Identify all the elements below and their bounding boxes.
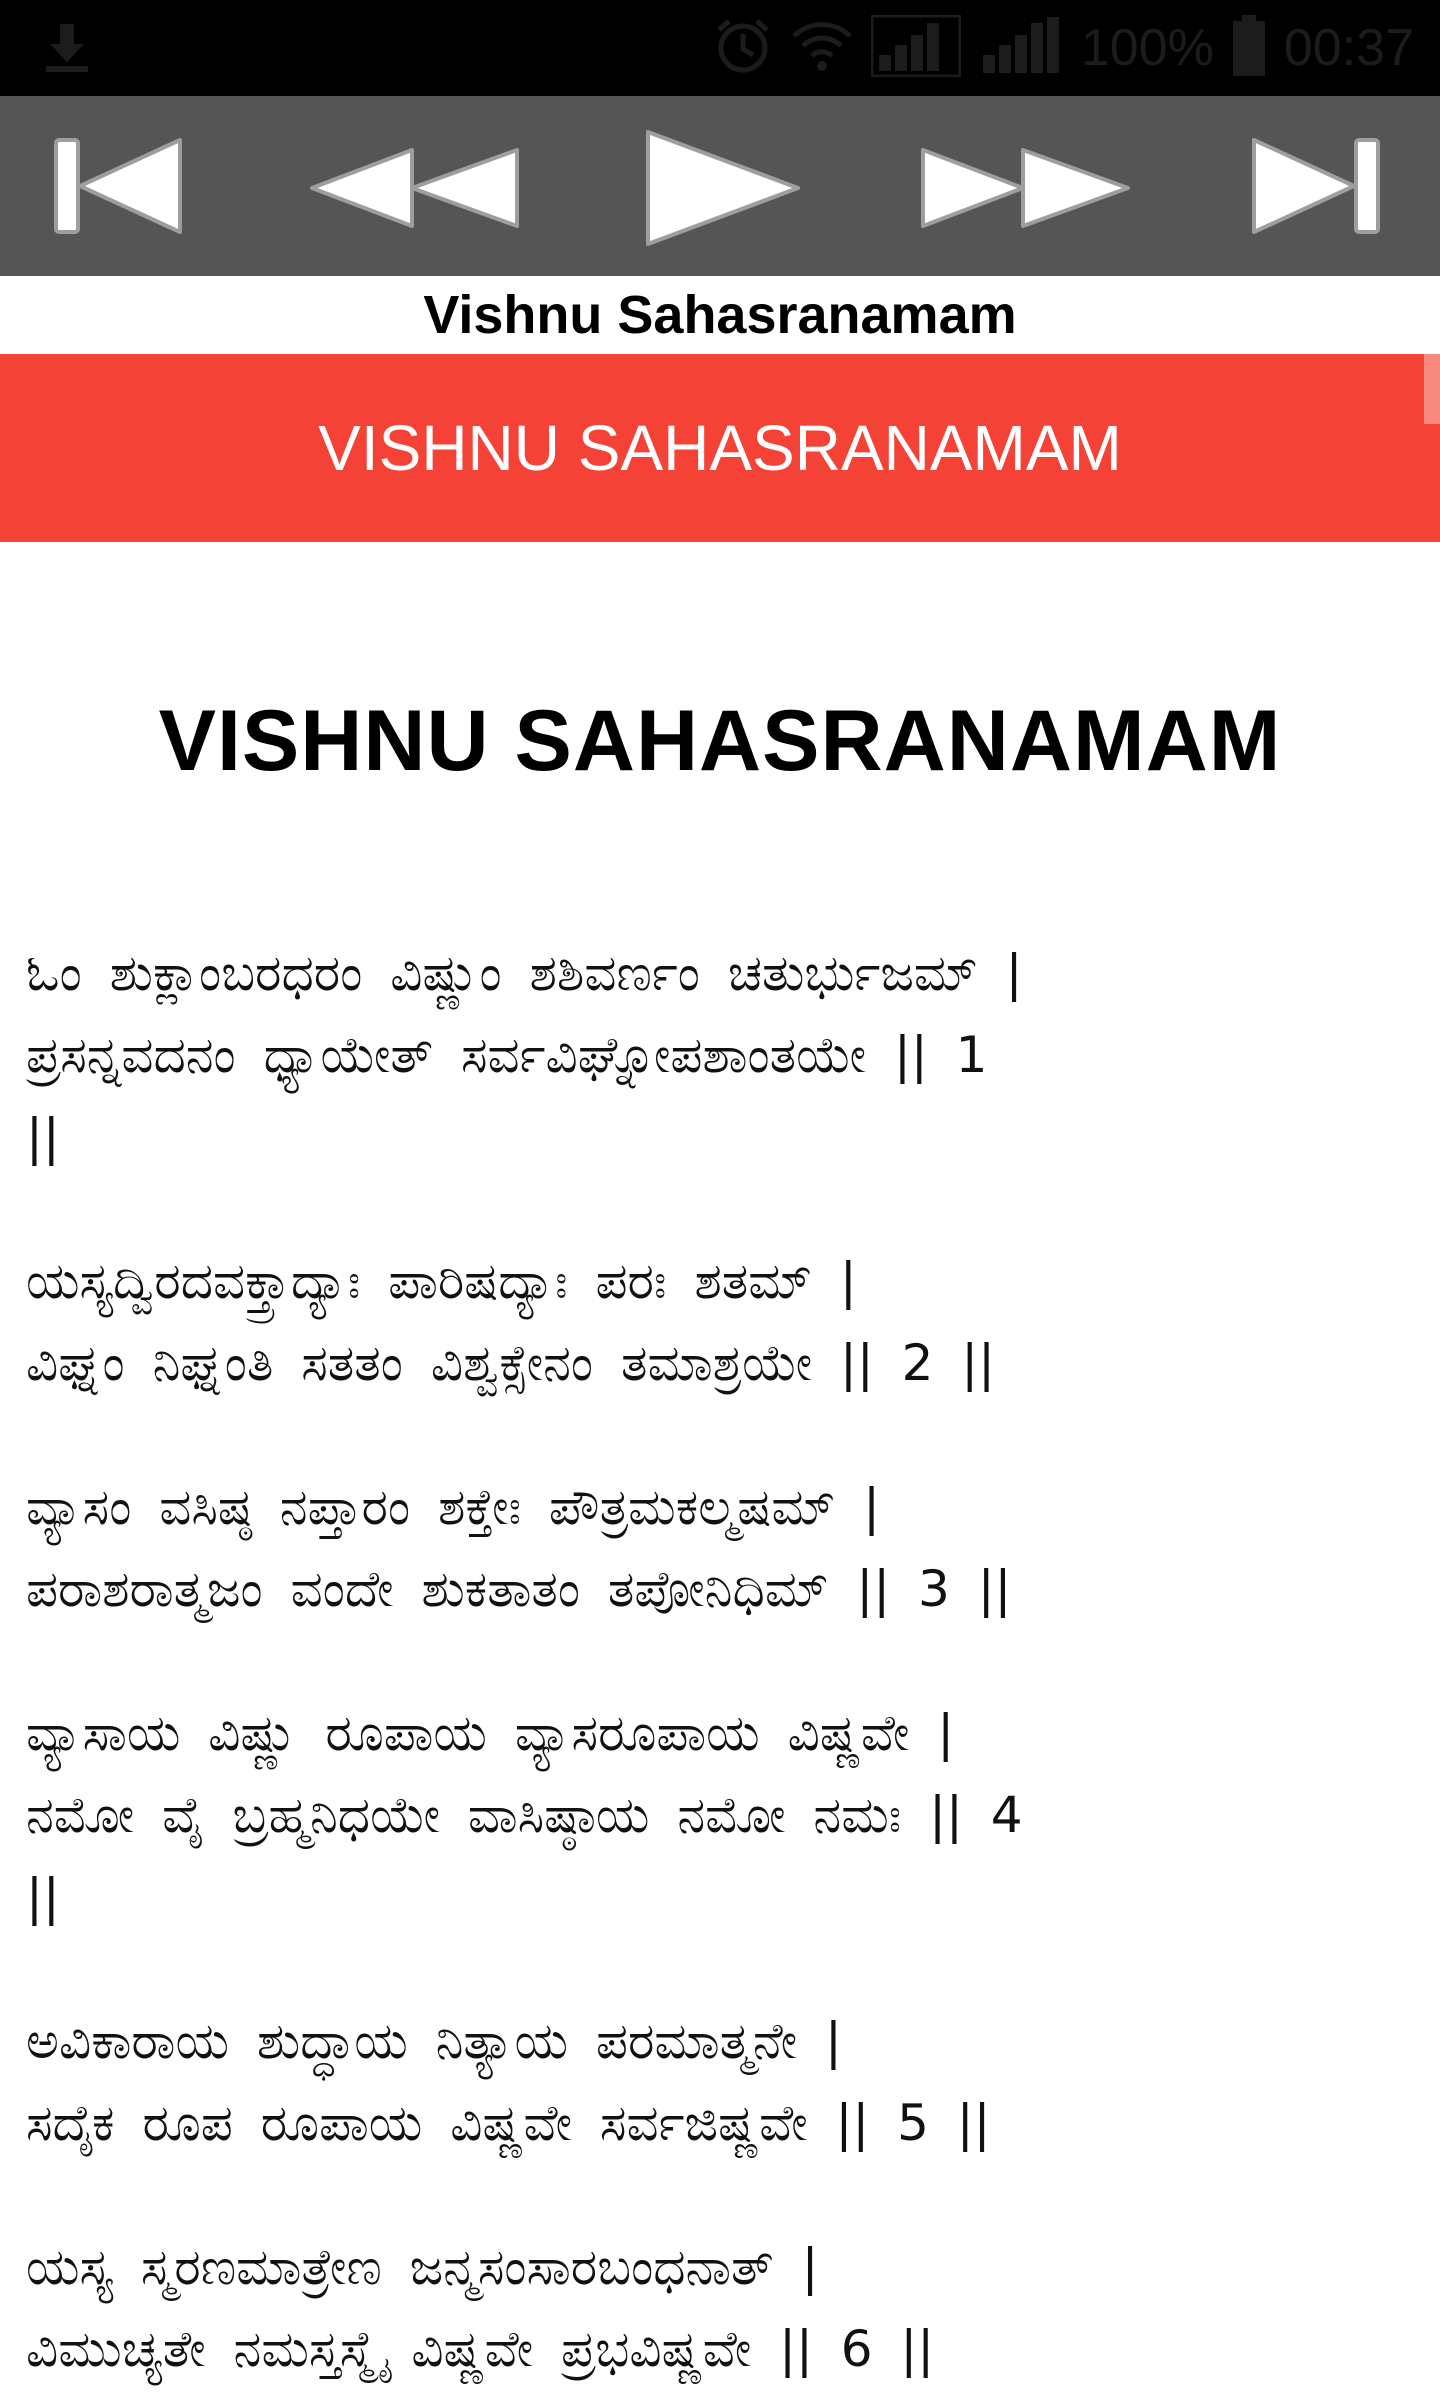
scrollbar-thumb[interactable]: [1424, 354, 1440, 424]
verse-line: ||: [26, 1108, 60, 1166]
verse-line: ||: [26, 1868, 60, 1926]
verse-line: ಯಸ್ಯದ್ವಿರದವಕ್ತ್ರಾದ್ಯಾಃ ಪಾರಿಷದ್ಯಾಃ ಪರಃ ಶತಮ್ |: [26, 1252, 857, 1310]
verse-4: [26, 1692, 1396, 1938]
fast-forward-icon: [908, 126, 1138, 246]
verse-line: ಸದೈಕ ರೂಪ ರೂಪಾಯ ವಿಷ್ಣವೇ ಸರ್ವಜಿಷ್ಣವೇ || 5 ||: [26, 2094, 991, 2152]
wifi-icon: [791, 20, 853, 76]
battery-icon: [1232, 15, 1266, 81]
clock: 00:37: [1283, 19, 1414, 77]
verse-line: ವಿಘ್ನಂ ನಿಘ್ನಂತಿ ಸತತಂ ವಿಶ್ವಕ್ಸೇನಂ ತಮಾಶ್ರಯೇ || 2 ||: [26, 1334, 995, 1392]
media-toolbar: [0, 96, 1440, 276]
verse-line: ನಮೋ ವೈ ಬ್ರಹ್ಮನಿಧಯೇ ವಾಸಿಷ್ಠಾಯ ನಮೋ ನಮಃ || 4: [26, 1786, 1023, 1844]
verse-content[interactable]: [0, 542, 1440, 2392]
play-button[interactable]: [628, 126, 808, 246]
rewind-icon: [302, 126, 532, 246]
verse-3: [26, 1466, 1396, 1630]
section-banner: [0, 354, 1440, 542]
verse-line: ಓಂ ಶುಕ್ಲಾಂಬರಧರಂ ವಿಷ್ಣುಂ ಶಶಿವರ್ಣಂ ಚತುರ್ಭುಜಮ್ |: [26, 944, 1023, 1002]
verse-line: ವಿಮುಚ್ಯತೇ ನಮಸ್ತಸ್ಮೈ ವಿಷ್ಣವೇ ಪ್ರಭವಿಷ್ಣವೇ || 6 ||: [26, 2320, 935, 2378]
play-icon: [628, 126, 808, 246]
rewind-button[interactable]: [302, 126, 532, 246]
document-heading: VISHNU SAHASRANAMAM: [158, 693, 1282, 789]
battery-percent: 100%: [1080, 19, 1214, 77]
signal-icon: [871, 15, 961, 81]
fast-forward-button[interactable]: [908, 126, 1138, 246]
download-icon: [42, 22, 92, 78]
skip-next-button[interactable]: [1240, 126, 1400, 246]
verse-line: ಅವಿಕಾರಾಯ ಶುದ್ಧಾಯ ನಿತ್ಯಾಯ ಪರಮಾತ್ಮನೇ |: [26, 2012, 842, 2070]
verse-line: ಪ್ರಸನ್ನವದನಂ ಧ್ಯಾಯೇತ್ ಸರ್ವವಿಘ್ನೋಪಶಾಂತಯೇ || 1: [26, 1026, 988, 1084]
verse-line: ಪರಾಶರಾತ್ಮಜಂ ವಂದೇ ಶುಕತಾತಂ ತಪೋನಿಧಿಮ್ || 3 ||: [26, 1560, 1012, 1618]
verse-line: ಯಸ್ಯ ಸ್ಮರಣಮಾತ್ರೇಣ ಜನ್ಮಸಂಸಾರಬಂಧನಾತ್ |: [26, 2238, 819, 2296]
verse-1: [26, 932, 1396, 1178]
signal-icon: [979, 15, 1063, 81]
status-bar: [0, 0, 1440, 96]
banner-title: VISHNU SAHASRANAMAM: [318, 412, 1122, 484]
verse-6: [26, 2226, 1396, 2390]
verse-list: [26, 932, 1396, 2392]
verse-line: ವ್ಯಾಸಂ ವಸಿಷ್ಠ ನಪ್ತಾರಂ ಶಕ್ತೇಃ ಪೌತ್ರಮಕಲ್ಮಷಮ್ |: [26, 1478, 880, 1536]
skip-previous-icon: [40, 126, 200, 246]
alarm-icon: [713, 16, 773, 80]
skip-previous-button[interactable]: [40, 126, 200, 246]
verse-line: ವ್ಯಾಸಾಯ ವಿಷ್ಣು ರೂಪಾಯ ವ್ಯಾಸರೂಪಾಯ ವಿಷ್ಣವೇ |: [26, 1704, 955, 1762]
app-title: Vishnu Sahasranamam: [0, 276, 1440, 354]
verse-2: [26, 1240, 1396, 1404]
verse-5: [26, 2000, 1396, 2164]
skip-next-icon: [1240, 126, 1400, 246]
